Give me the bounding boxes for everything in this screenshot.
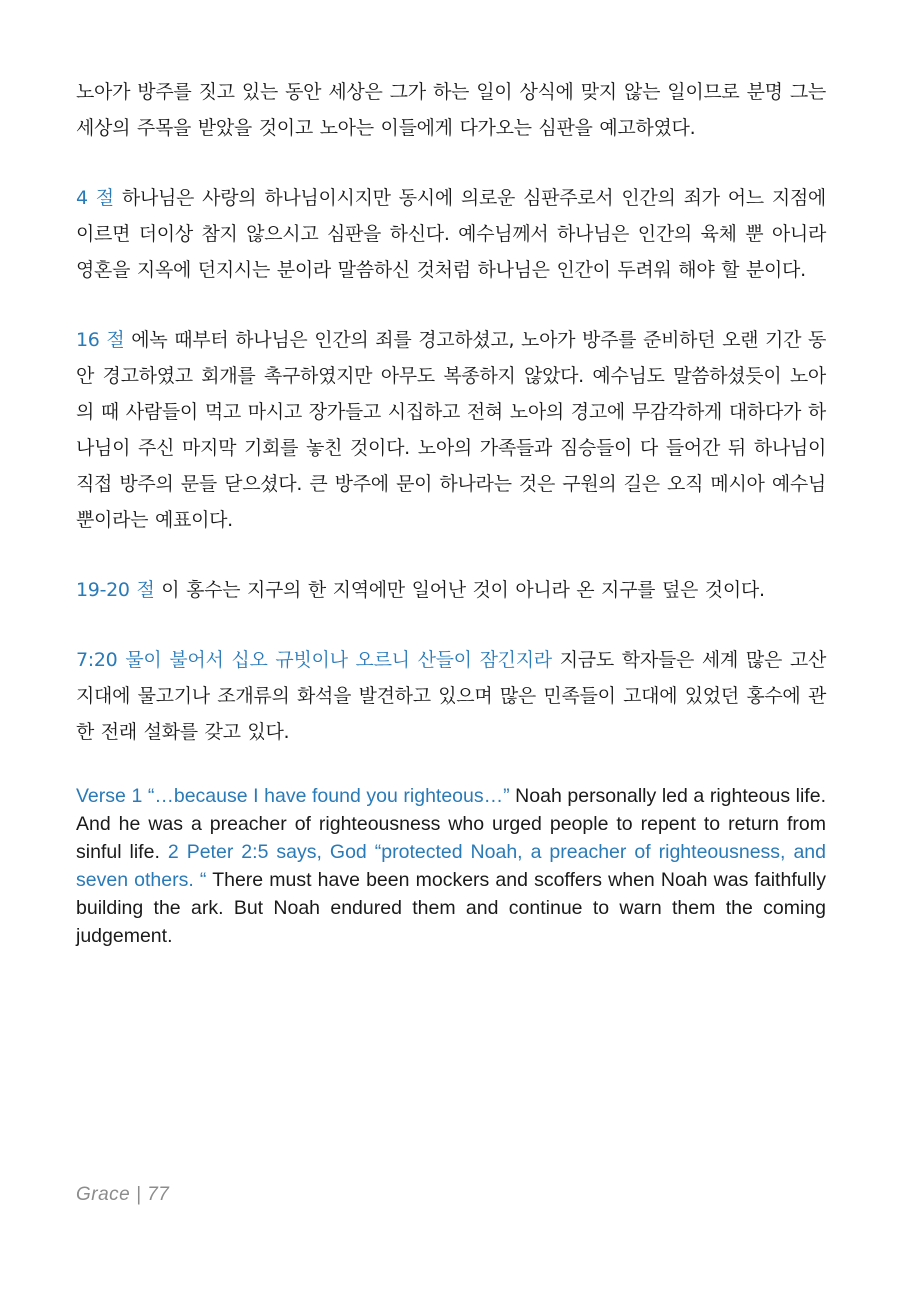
paragraph-text: 하나님은 사랑의 하나님이시지만 동시에 의로운 심판주로서 인간의 죄가 어느 지점에 이르면 더이상 참지 않으시고 심판을 하신다. 예수님께서 하나님은 인간의 육체 뿐 아니라 영혼을 지옥에 던지시는 분이라 말씀하신 것처럼 하나님은 인간이 두려워 해야 할 분이다. [76, 187, 826, 281]
verse-reference: Verse 1 “…because I have found you righteous…” [76, 785, 510, 807]
page-footer: Grace | 77 [76, 1184, 170, 1205]
paragraph-text: 노아가 방주를 짓고 있는 동안 세상은 그가 하는 일이 상식에 맞지 않는 일이므로 분명 그는 세상의 주목을 받았을 것이고 노아는 이들에게 다가오는 심판을 예고하였다. [76, 81, 826, 139]
english-paragraph [76, 782, 826, 950]
korean-paragraph-verse-7-20 [76, 642, 826, 750]
paragraph-text: 에녹 때부터 하나님은 인간의 죄를 경고하셨고, 노아가 방주를 준비하던 오랜 기간 동안 경고하였고 회개를 촉구하였지만 아무도 복종하지 않았다. 예수님도 말씀하셨듯이 노아의 때 사람들이 먹고 마시고 장가들고 시집하고 전혀 노아의 경고에 무감각하게 대하다가 하나님이 주신 마지막 기회를 놓친 것이다. 노아의 가족들과 짐승들이 다 들어간 뒤 하나님이 직접 방주의 문들 닫으셨다. 큰 방주에 문이 하나라는 것은 구원의 길은 오직 메시아 예수님 뿐이라는 예표이다. [76, 329, 827, 531]
verse-reference: 4 절 [76, 187, 114, 209]
scripture-quote: 2 Peter 2:5 says, God “protected Noah, a preacher of righteousness, and seven others. “ [76, 841, 826, 891]
paragraph-text: 지금도 학자들은 세계 많은 고산지대에 물고기나 조개류의 화석을 발견하고 있으며 많은 민족들이 고대에 있었던 홍수에 관한 전래 설화를 갖고 있다. [76, 649, 826, 743]
paragraph-text: There must have been mockers and scoffers when Noah was faithfully building the ark. But Noah endured them and continue to warn them the coming judgement. [76, 869, 826, 947]
paragraph-text: Noah personally led a righteous life. And he was a preacher of righteousness who urged people to repent to return from sinful life. [76, 785, 826, 863]
verse-reference: 19-20 절 [76, 579, 155, 601]
korean-paragraph-verse-19-20 [76, 572, 826, 608]
korean-paragraph-verse-16 [76, 322, 826, 538]
verse-reference: 16 절 [76, 329, 125, 351]
korean-paragraph-verse-4 [76, 180, 826, 288]
korean-paragraph-1 [76, 74, 826, 146]
page-content [76, 74, 826, 950]
paragraph-text: 이 홍수는 지구의 한 지역에만 일어난 것이 아니라 온 지구를 덮은 것이다. [154, 579, 765, 601]
verse-reference: 7:20 물이 불어서 십오 규빗이나 오르니 산들이 잠긴지라 [76, 649, 552, 671]
